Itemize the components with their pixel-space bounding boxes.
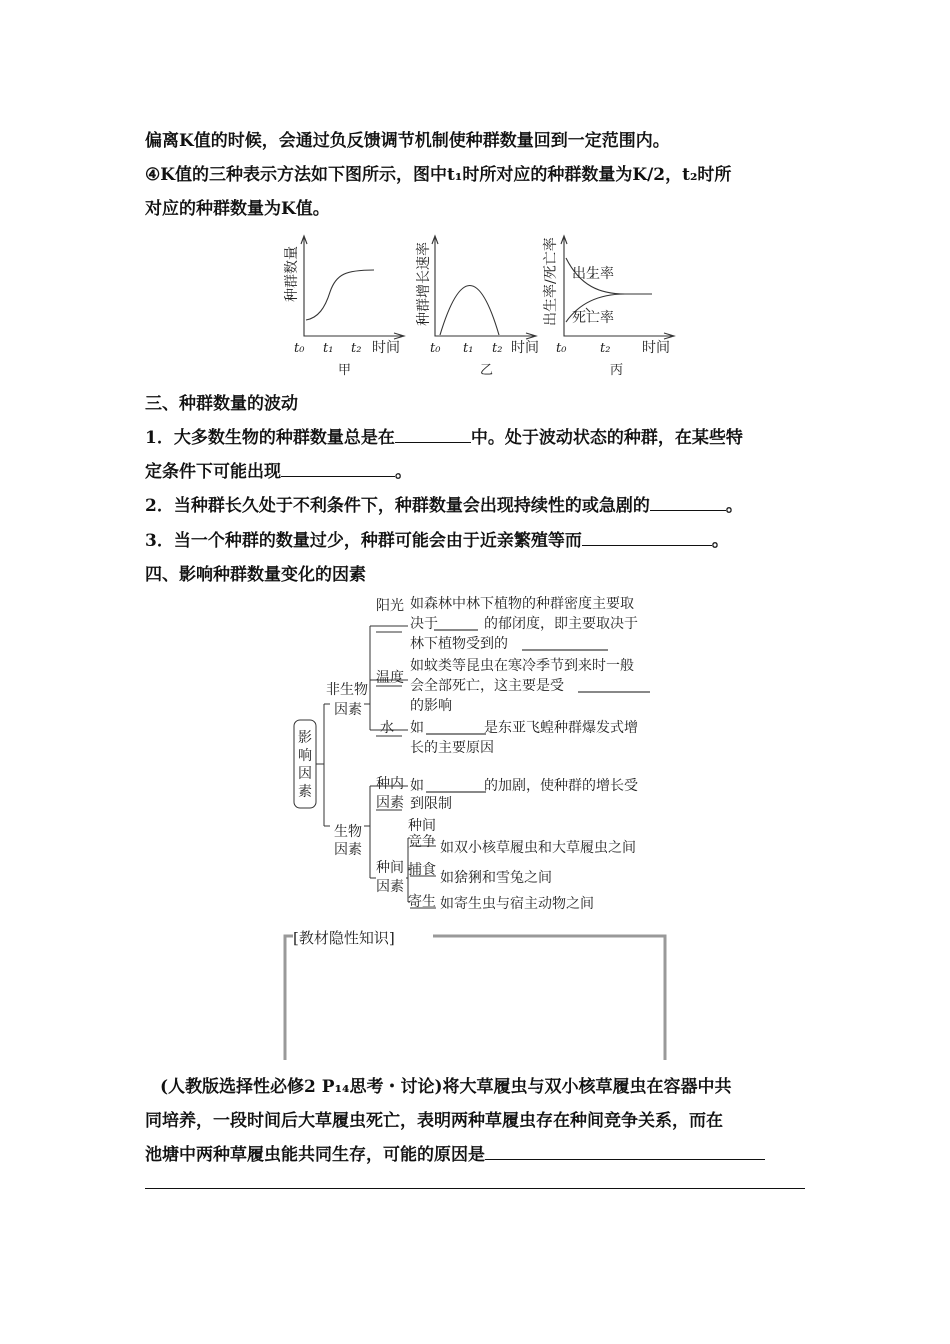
light-text-3: 林下植物受到的 — [410, 636, 508, 652]
section3-heading: 三、种群数量的波动 — [145, 394, 298, 414]
comp-label-1: 种间 — [408, 818, 436, 834]
water-label: 水 — [380, 720, 394, 736]
pred-text: 如猞猁和雪兔之间 — [440, 870, 552, 886]
yi-tick-t1: t₁ — [463, 341, 474, 356]
root-char-1: 影 — [298, 730, 312, 746]
para-label: 寄生 — [408, 894, 436, 910]
bing-death-label: 死亡率 — [572, 310, 614, 326]
biotic-label-1: 生物 — [334, 824, 362, 840]
knowledge-title: [教材隐性知识] — [293, 929, 395, 947]
intra-label-2: 因素 — [376, 795, 404, 811]
paragraph-line-1: 偏离K值的时候，会通过负反馈调节机制使种群数量回到一定范围内。 — [145, 131, 670, 151]
temp-label: 温度 — [376, 670, 404, 686]
bing-xlabel: 时间 — [642, 340, 670, 356]
q1-blank-1[interactable] — [395, 428, 471, 443]
comp-text: 如双小核草履虫和大草履虫之间 — [440, 840, 636, 856]
answer-blank-1[interactable] — [485, 1145, 765, 1160]
section4-heading: 四、影响种群数量变化的因素 — [145, 565, 366, 585]
jia-xlabel: 时间 — [372, 340, 400, 356]
bing-caption: 丙 — [610, 363, 624, 378]
bing-birth-label: 出生率 — [572, 266, 614, 282]
yi-tick-t0: t₀ — [430, 341, 441, 356]
abiotic-label-1: 非生物 — [326, 682, 368, 698]
inter-label-2: 因素 — [376, 879, 404, 895]
jia-tick-t1: t₁ — [323, 341, 334, 356]
pred-label: 捕食 — [408, 862, 436, 878]
knowledge-line-1: (人教版选择性必修2 P₁₄思考・讨论)将大草履虫与双小核草履虫在容器中共 — [160, 1077, 732, 1097]
knowledge-box-frame — [283, 928, 667, 1060]
root-char-3: 因 — [298, 766, 312, 782]
s-curve — [306, 270, 374, 320]
light-text-1: 如森林中林下植物的种群密度主要取 — [410, 596, 634, 612]
q3-blank[interactable] — [582, 531, 712, 546]
k-value-figures — [280, 228, 680, 380]
light-text-2: 决于 的郁闭度，即主要取决于 — [410, 616, 638, 632]
paragraph-line-3: 对应的种群数量为K值。 — [145, 199, 330, 219]
q1-blank-2[interactable] — [281, 462, 395, 477]
inter-label-1: 种间 — [376, 860, 404, 876]
bing-ylabel: 出生率/死亡率 — [543, 237, 559, 326]
temp-text-1: 如蚊类等昆虫在寒冷季节到来时一般 — [410, 658, 634, 674]
biotic-label-2: 因素 — [334, 842, 362, 858]
bing-tick-t0: t₀ — [556, 341, 567, 356]
intra-text-1: 如 的加剧，使种群的增长受 — [410, 778, 638, 794]
water-text-2: 长的主要原因 — [410, 740, 494, 756]
answer-blank-2[interactable] — [145, 1188, 805, 1189]
light-label: 阳光 — [376, 598, 404, 614]
yi-ylabel: 种群增长速率 — [416, 242, 432, 326]
root-char-2: 响 — [298, 748, 312, 764]
abiotic-label-2: 因素 — [334, 702, 362, 718]
yi-caption: 乙 — [480, 363, 494, 378]
q3-line: 3．当一个种群的数量过少，种群可能会由于近亲繁殖等而 。 — [145, 531, 729, 551]
paragraph-line-2: ④K值的三种表示方法如下图所示，图中t₁时所对应的种群数量为K/2，t₂时所 — [145, 165, 732, 185]
root-char-4: 素 — [298, 784, 312, 800]
intra-label-1: 种内 — [376, 776, 404, 792]
jia-ylabel: 种群数量 — [284, 246, 300, 302]
jia-tick-t0: t₀ — [294, 341, 305, 356]
growth-rate-curve — [440, 286, 499, 336]
temp-text-3: 的影响 — [410, 698, 452, 714]
water-text-1: 如 是东亚飞蝗种群爆发式增 — [410, 720, 638, 736]
jia-tick-t2: t₂ — [351, 341, 362, 356]
q1-line-2: 定条件下可能出现 。 — [145, 462, 412, 482]
temp-text-2: 会全部死亡，这主要是受 — [410, 678, 564, 694]
q2-line: 2．当种群长久处于不利条件下，种群数量会出现持续性的或急剧的 。 — [145, 496, 743, 516]
factors-diagram — [290, 590, 670, 920]
yi-tick-t2: t₂ — [492, 341, 503, 356]
q1-line-1: 1．大多数生物的种群数量总是在 中。处于波动状态的种群，在某些特 — [145, 428, 743, 448]
knowledge-line-2: 同培养，一段时间后大草履虫死亡，表明两种草履虫存在种间竞争关系，而在 — [145, 1111, 723, 1131]
jia-caption: 甲 — [338, 363, 352, 378]
comp-label-2: 竞争 — [408, 834, 436, 850]
intra-text-2: 到限制 — [410, 796, 452, 812]
yi-xlabel: 时间 — [511, 340, 539, 356]
q2-blank[interactable] — [650, 496, 726, 511]
bing-tick-t2: t₂ — [600, 341, 611, 356]
knowledge-line-3: 池塘中两种草履虫能共同生存，可能的原因是 — [145, 1140, 765, 1165]
para-text: 如寄生虫与宿主动物之间 — [440, 896, 594, 912]
